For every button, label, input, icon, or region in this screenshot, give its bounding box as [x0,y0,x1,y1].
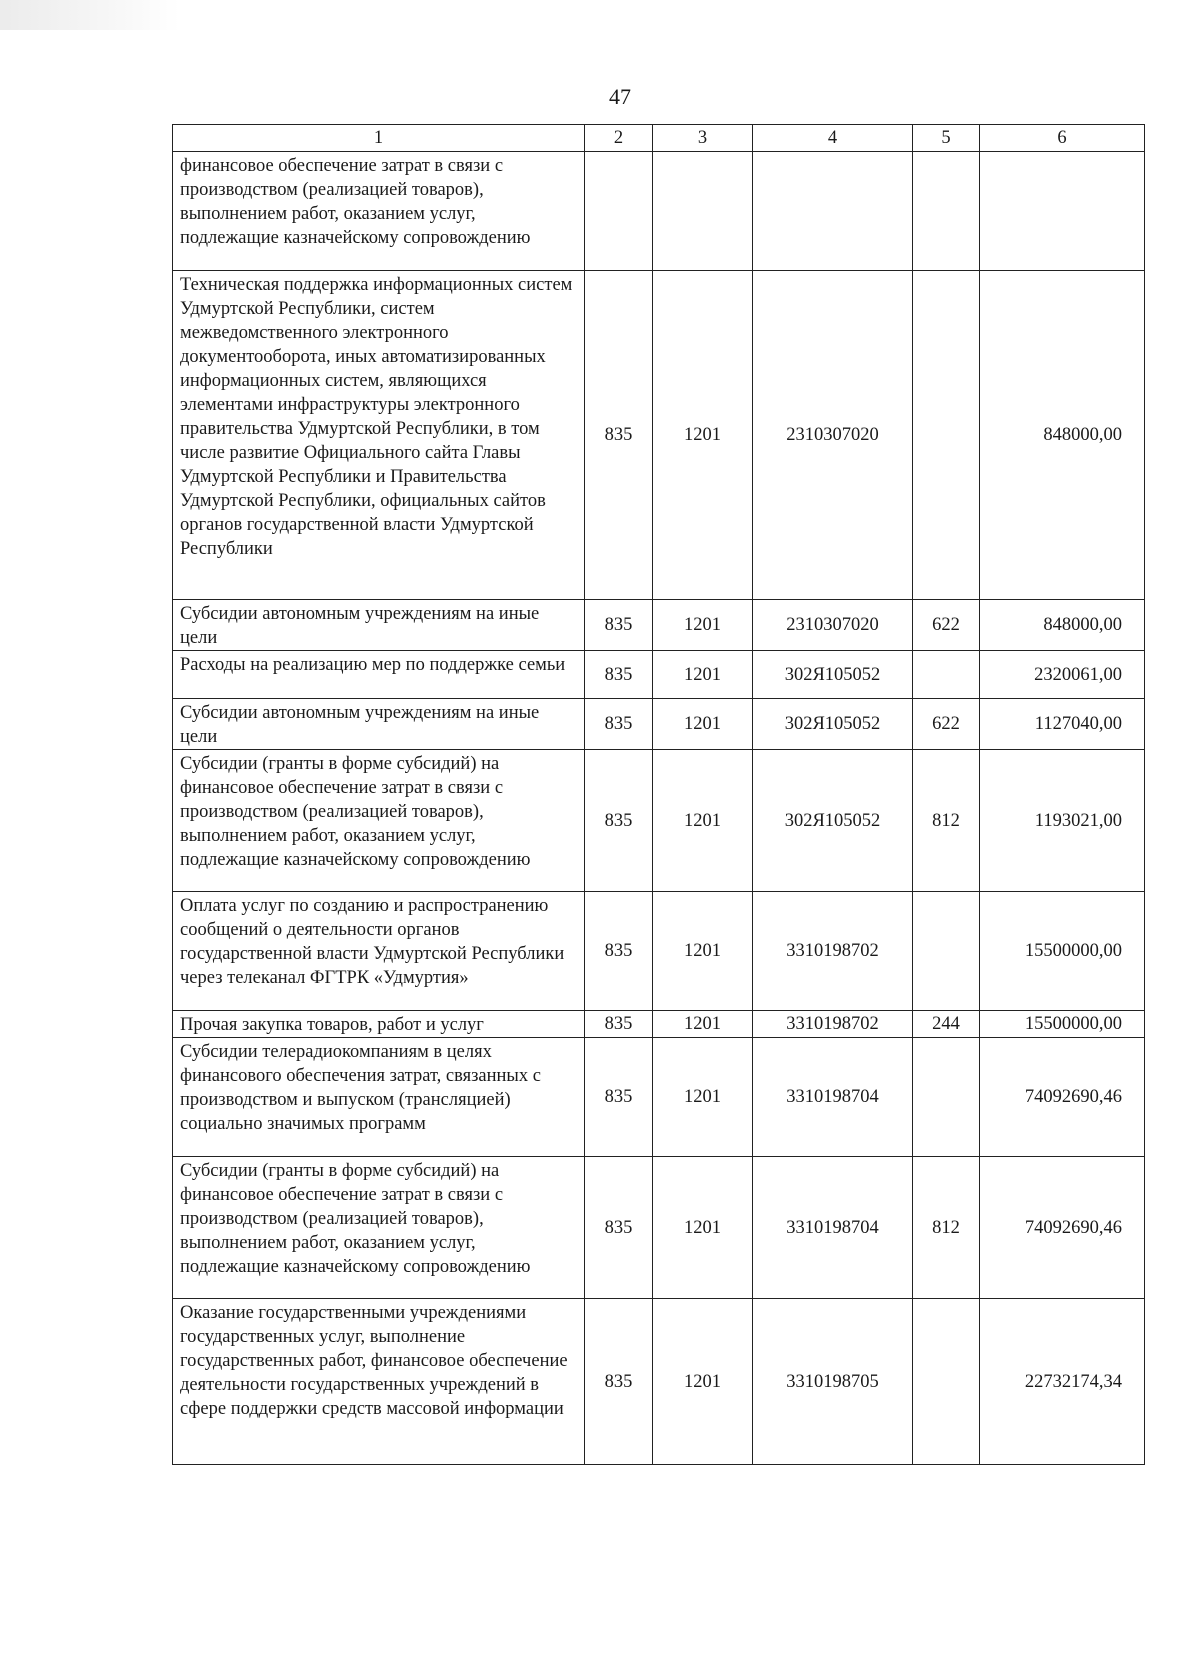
row-code-2: 835 [585,1299,653,1465]
row-code-3: 1201 [653,1011,753,1038]
table-row [173,892,1145,1011]
table-row [173,600,1145,651]
scan-artifact [0,0,180,30]
row-amount: 848000,00 [980,271,1145,600]
row-code-2: 835 [585,600,653,651]
row-code-4: 302Я105052 [753,750,913,892]
row-amount: 74092690,46 [980,1157,1145,1299]
row-code-4: 2310307020 [753,600,913,651]
row-code-2: 835 [585,1038,653,1157]
row-code-2 [585,152,653,271]
budget-table [172,124,1145,1465]
header-col-3: 3 [653,125,753,152]
row-code-4: 3310198705 [753,1299,913,1465]
row-code-3: 1201 [653,1038,753,1157]
row-code-3: 1201 [653,271,753,600]
row-code-3: 1201 [653,1157,753,1299]
row-code-4: 3310198702 [753,1011,913,1038]
row-code-5: 622 [913,600,980,651]
table-row [173,1011,1145,1038]
header-col-1: 1 [173,125,585,152]
row-code-2: 835 [585,271,653,600]
row-description: Субсидии автономным учреждениям на иные цели [173,699,585,750]
row-code-5: 244 [913,1011,980,1038]
header-col-6: 6 [980,125,1145,152]
row-amount: 2320061,00 [980,651,1145,699]
row-description: Субсидии (гранты в форме субсидий) на финансовое обеспечение затрат в связи с производством (реализацией товаров), выполнением работ, оказанием услуг, подлежащие казначейскому сопровождению [173,750,585,892]
row-amount: 15500000,00 [980,892,1145,1011]
row-description: Субсидии телерадиокомпаниям в целях финансового обеспечения затрат, связанных с производством и выпуском (трансляцией) социально значимых программ [173,1038,585,1157]
row-code-3: 1201 [653,600,753,651]
row-description: Прочая закупка товаров, работ и услуг [173,1011,585,1038]
row-code-5: 812 [913,1157,980,1299]
row-amount: 1193021,00 [980,750,1145,892]
row-description: финансовое обеспечение затрат в связи с производством (реализацией товаров), выполнением работ, оказанием услуг, подлежащие казначейскому сопровождению [173,152,585,271]
row-code-5 [913,152,980,271]
row-code-3: 1201 [653,750,753,892]
row-amount: 22732174,34 [980,1299,1145,1465]
row-code-3: 1201 [653,892,753,1011]
row-description: Расходы на реализацию мер по поддержке семьи [173,651,585,699]
row-code-2: 835 [585,892,653,1011]
row-code-5 [913,271,980,600]
row-code-4: 2310307020 [753,271,913,600]
header-row [173,125,1145,152]
row-code-3: 1201 [653,1299,753,1465]
table-row [173,271,1145,600]
header-col-2: 2 [585,125,653,152]
row-code-4: 302Я105052 [753,699,913,750]
header-col-4: 4 [753,125,913,152]
row-code-4: 3310198702 [753,892,913,1011]
row-code-2: 835 [585,1157,653,1299]
row-description: Субсидии автономным учреждениям на иные цели [173,600,585,651]
row-code-5: 622 [913,699,980,750]
row-code-5 [913,651,980,699]
row-code-5: 812 [913,750,980,892]
row-code-2: 835 [585,651,653,699]
table-row [173,699,1145,750]
row-description: Техническая поддержка информационных систем Удмуртской Республики, систем межведомственного электронного документооборота, иных автоматизированных информационных систем, являющихся элементами инфраструктуры электронного правительства Удмуртской Республики, в том числе развитие Официального сайта Главы Удмуртской Республики и Правительства Удмуртской Республики, официальных сайтов органов государственной власти Удмуртской Республики [173,271,585,600]
row-code-3 [653,152,753,271]
row-code-4: 3310198704 [753,1038,913,1157]
row-code-3: 1201 [653,651,753,699]
row-code-2: 835 [585,699,653,750]
row-amount: 1127040,00 [980,699,1145,750]
row-description: Оказание государственными учреждениями государственных услуг, выполнение государственных работ, финансовое обеспечение деятельности государственных учреждений в сфере поддержки средств массовой информации [173,1299,585,1465]
page-number: 47 [609,84,631,109]
row-amount: 848000,00 [980,600,1145,651]
row-amount: 74092690,46 [980,1038,1145,1157]
row-code-4: 302Я105052 [753,651,913,699]
row-amount: 15500000,00 [980,1011,1145,1038]
header-col-5: 5 [913,125,980,152]
row-code-4: 3310198704 [753,1157,913,1299]
row-description: Субсидии (гранты в форме субсидий) на финансовое обеспечение затрат в связи с производством (реализацией товаров), выполнением работ, оказанием услуг, подлежащие казначейскому сопровождению [173,1157,585,1299]
table-row [173,1299,1145,1465]
row-description: Оплата услуг по созданию и распространению сообщений о деятельности органов государственной власти Удмуртской Республики через телеканал ФГТРК «Удмуртия» [173,892,585,1011]
row-code-2: 835 [585,750,653,892]
row-code-3: 1201 [653,699,753,750]
table-row [173,152,1145,271]
table-row [173,1038,1145,1157]
row-code-5 [913,1299,980,1465]
row-code-4 [753,152,913,271]
row-code-5 [913,1038,980,1157]
table-row [173,651,1145,699]
table-row [173,750,1145,892]
row-code-2: 835 [585,1011,653,1038]
table-row [173,1157,1145,1299]
row-amount [980,152,1145,271]
row-code-5 [913,892,980,1011]
